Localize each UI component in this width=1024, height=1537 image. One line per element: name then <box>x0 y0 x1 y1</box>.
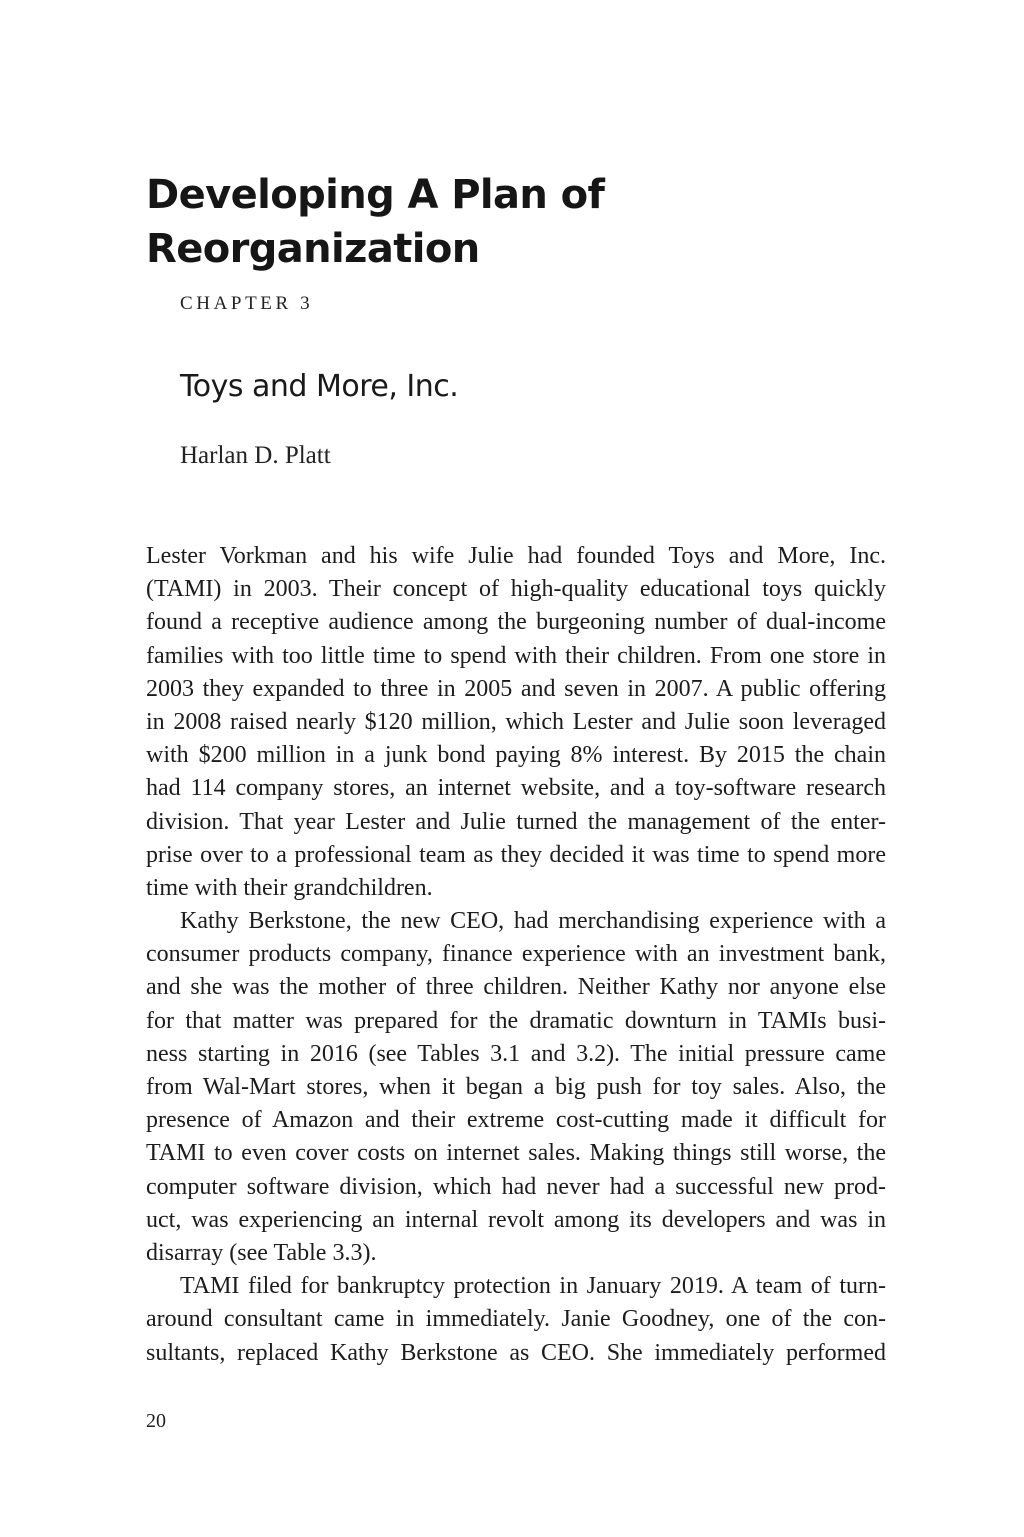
chapter-label: CHAPTER 3 <box>180 293 314 314</box>
paragraph-2-line: ness starting in 2016 (see Tables 3.1 and 3.2). The initial pressure came <box>146 1040 886 1067</box>
paragraph-1-line: division. That year Lester and Julie turned the management of the enter- <box>146 808 886 835</box>
paragraph-3-line: TAMI filed for bankruptcy protection in January 2019. A team of turn- <box>180 1273 886 1300</box>
book-title-line-2: Reorganization <box>146 226 480 272</box>
paragraph-1-line: in 2008 raised nearly $120 million, which Lester and Julie soon leveraged <box>146 708 886 735</box>
paragraph-2-line: computer software division, which had never had a successful new prod- <box>146 1173 886 1200</box>
paragraph-1-line: time with their grandchildren. <box>146 874 433 901</box>
paragraph-2-line: presence of Amazon and their extreme cost-cutting made it difficult for <box>146 1107 886 1134</box>
paragraph-2-line: from Wal-Mart stores, when it began a big push for toy sales. Also, the <box>146 1074 886 1100</box>
paragraph-1-line: with $200 million in a junk bond paying 8% interest. By 2015 the chain <box>146 742 886 769</box>
paragraph-1-line: Lester Vorkman and his wife Julie had founded Toys and More, Inc. <box>146 543 886 569</box>
paragraph-2-line: TAMI to even cover costs on internet sales. Making things still worse, the <box>146 1140 886 1167</box>
chapter-title: Toys and More, Inc. <box>180 369 459 404</box>
paragraph-2-line: for that matter was prepared for the dramatic downturn in TAMIs busi- <box>146 1007 886 1034</box>
paragraph-2-line: and she was the mother of three children. Neither Kathy nor anyone else <box>146 974 886 1001</box>
paragraph-2-line: disarray (see Table 3.3). <box>146 1239 377 1266</box>
paragraph-3-line: sultants, replaced Kathy Berkstone as CEO. She immediately performed <box>146 1339 886 1366</box>
page-number: 20 <box>146 1410 166 1432</box>
paragraph-1-line: had 114 company stores, an internet website, and a toy-software research <box>146 775 886 802</box>
paragraph-1-line: families with too little time to spend with their children. From one store in <box>146 642 886 669</box>
paragraph-1-line: 2003 they expanded to three in 2005 and seven in 2007. A public offering <box>146 675 886 702</box>
paragraph-2-line: consumer products company, finance experience with an investment bank, <box>146 941 886 968</box>
author-name: Harlan D. Platt <box>180 442 331 469</box>
paragraph-2-line: Kathy Berkstone, the new CEO, had merchandising experience with a <box>180 908 886 935</box>
paragraph-1-line: (TAMI) in 2003. Their concept of high-quality educational toys quickly <box>146 576 886 603</box>
paragraph-2-line: uct, was experiencing an internal revolt among its developers and was in <box>146 1206 886 1233</box>
paragraph-1-line: prise over to a professional team as they decided it was time to spend more <box>146 841 886 868</box>
paragraph-3-line: around consultant came in immediately. Janie Goodney, one of the con- <box>146 1306 886 1333</box>
paragraph-1-line: found a receptive audience among the burgeoning number of dual-income <box>146 609 886 636</box>
book-title-line-1: Developing A Plan of <box>146 172 605 218</box>
book-title <box>146 168 906 276</box>
body-text <box>146 540 886 1370</box>
